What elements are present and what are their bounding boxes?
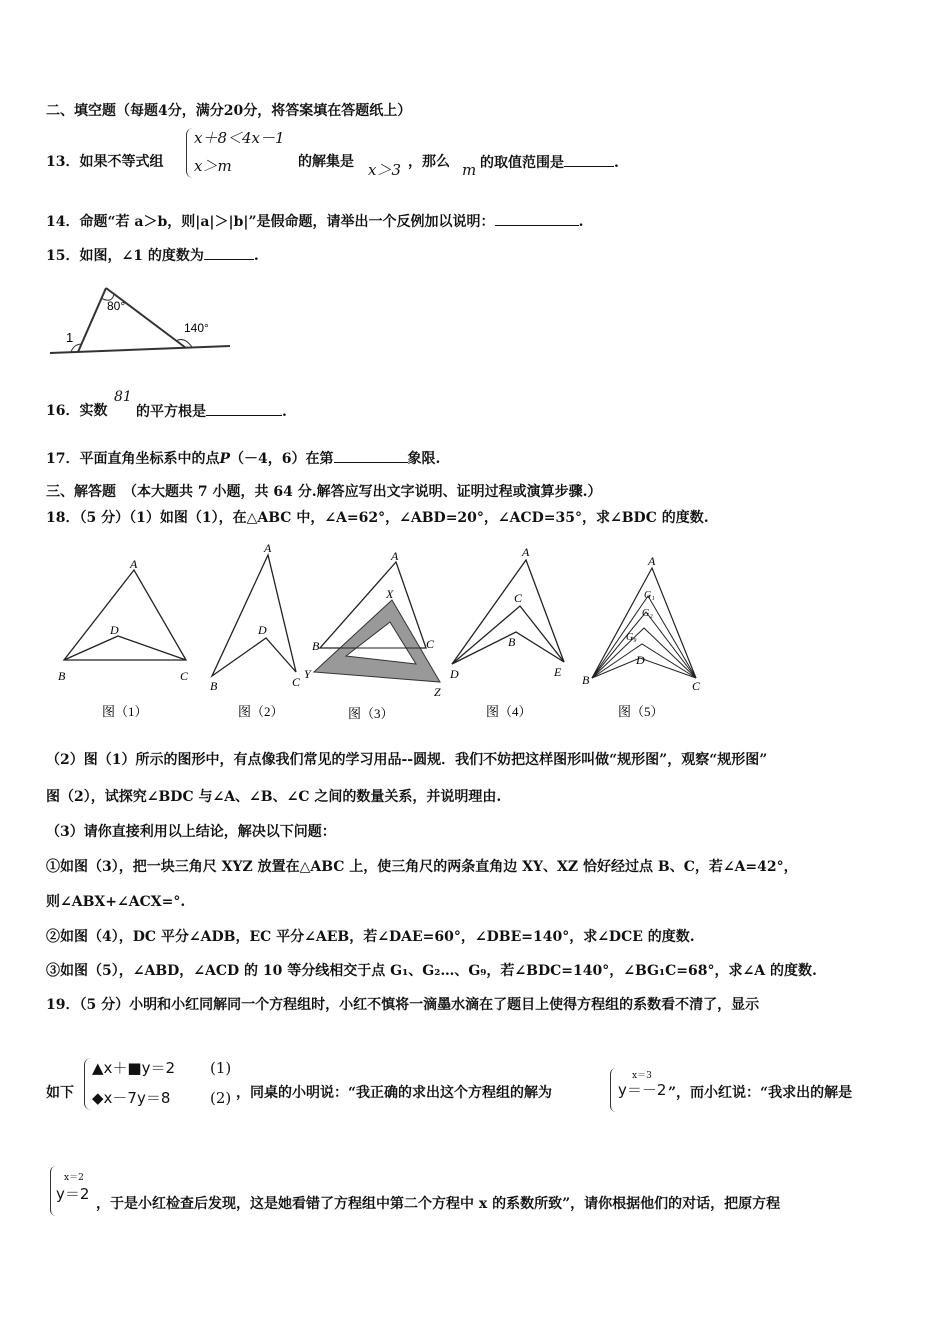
q15: 15．如图，∠1 的度数为 . [46, 245, 259, 266]
q13-ineq1: x＋8＜4x－1 [194, 129, 285, 147]
svg-text:G₉: G₉ [626, 632, 637, 643]
figure-4 [449, 545, 564, 681]
q13-number: 13．如果不等式组 [46, 154, 164, 170]
q13-text3: 的取值范围是 . [480, 152, 619, 173]
q18-case1b: 则∠ABX+∠ACX=°. [46, 894, 186, 910]
q16-post: 的平方根是 . [136, 401, 287, 422]
svg-text:C: C [180, 669, 189, 683]
svg-text:E: E [554, 665, 562, 679]
svg-text:X: X [386, 587, 394, 601]
q19-pre: 如下 [46, 1085, 74, 1101]
brace [610, 1068, 616, 1112]
svg-text:C: C [514, 591, 523, 605]
svg-text:C: C [692, 679, 701, 693]
svg-text:A: A [264, 541, 272, 555]
q19-mid: ，同桌的小明说：“我正确的求出这个方程组的解为 [236, 1085, 553, 1101]
q18-part2b: 图（2），试探究∠BDC 与∠A、∠B、∠C 之间的数量关系，并说明理由. [46, 789, 502, 805]
sol1-x: x＝3 [632, 1071, 652, 1081]
angle-140-label: 140° [184, 321, 209, 335]
caption-4: 图（4） [486, 704, 532, 719]
svg-text:D: D [258, 623, 267, 637]
q19-tag2: (2) [210, 1089, 232, 1107]
q13-var: m [462, 161, 477, 179]
figure-15 [46, 276, 246, 366]
section-title-3: 三、解答题 （本大题共 7 小题，共 64 分.解答应写出文字说明、证明过程或演算步骤.） [46, 484, 602, 500]
figure-3 [304, 549, 441, 699]
caption-5: 图（5） [618, 704, 664, 719]
q19-eq2: ◆x－7y＝8 [92, 1089, 171, 1107]
q19-mid2: ”，而小红说：“我求出的解是 [668, 1085, 853, 1101]
svg-text:D: D [110, 623, 119, 637]
svg-text:A: A [391, 549, 399, 563]
svg-text:A: A [648, 554, 656, 568]
angle-1-label: 1 [66, 330, 74, 345]
angle-80-label: 80° [107, 299, 126, 313]
q19-line1: 19．（5 分）小明和小红同解同一个方程组时，小红不慎将一滴墨水滴在了题目上使得方程组的系数看不清了，显示 [46, 997, 760, 1013]
q16-pre: 16．实数 [46, 403, 108, 419]
brace [186, 128, 193, 178]
q18-case1a: ①如图（3），把一块三角尺 XYZ 放置在△ABC 上，使三角尺的两条直角边 XY、XZ 恰好经过点 B、C，若∠A=42°， [46, 859, 798, 875]
q13-text2: ，那么 [408, 154, 450, 170]
figures-row [46, 540, 726, 730]
q13-text: 的解集是 [298, 154, 354, 170]
svg-text:D: D [636, 653, 645, 667]
svg-text:G₂: G₂ [642, 608, 653, 619]
q19-tag1: (1) [210, 1059, 232, 1077]
sol1-y: y＝－2 [618, 1081, 667, 1099]
svg-text:D: D [450, 667, 459, 681]
q18-case2: ②如图（4），DC 平分∠ADB，EC 平分∠AEB，若∠DAE=60°，∠DBE=140°，求∠DCE 的度数. [46, 929, 695, 945]
q16-number: 81 [114, 389, 132, 405]
svg-text:B: B [58, 669, 66, 683]
caption-1: 图（1） [102, 704, 148, 719]
q18-line1: 18．（5 分）（1）如图（1），在△ABC 中，∠A=62°，∠ABD=20°，∠ACD=35°，求∠BDC 的度数. [46, 510, 709, 526]
q17: 17．平面直角坐标系中的点P（－4，6）在第 象限. [46, 448, 440, 469]
q18-case3: ③如图（5），∠ABD，∠ACD 的 10 等分线相交于点 G₁、G₂…、G₉，若∠BDC=140°，∠BG₁C=68°，求∠A 的度数. [46, 963, 817, 979]
section-title: 二、填空题（每题4分，满分20分，将答案填在答题纸上） [46, 103, 412, 119]
caption-2: 图（2） [238, 704, 284, 719]
sol2-y: y＝2 [56, 1185, 90, 1203]
figure-2 [210, 541, 301, 693]
q18-part2a: （2）图（1）所示的图形中，有点像我们常见的学习用品--圆规．我们不妨把这样图形叫做“规形图”，观察“规形图” [46, 752, 768, 768]
svg-text:A: A [522, 545, 530, 559]
svg-text:C: C [426, 637, 435, 651]
q13-solution: x＞3 [368, 161, 402, 179]
svg-text:B: B [582, 673, 590, 687]
q19-end: ，于是小红检查后发现，这是她看错了方程组中第二个方程中 x 的系数所致”，请你根据他们的对话，把原方程 [96, 1196, 781, 1212]
svg-text:C: C [292, 675, 301, 689]
svg-text:B: B [312, 639, 320, 653]
figure-1 [58, 557, 189, 683]
q19-eq1: ▲x＋■y＝2 [92, 1059, 176, 1077]
brace [84, 1058, 91, 1110]
q14: 14．命题“若 a＞b，则|a|＞|b|”是假命题，请举出一个反例加以说明： . [46, 211, 583, 232]
svg-text:Z: Z [434, 685, 441, 699]
q18-part3: （3）请你直接利用以上结论，解决以下问题： [46, 824, 336, 840]
sol2-x: x＝2 [64, 1173, 84, 1183]
svg-text:G₁: G₁ [644, 590, 655, 601]
svg-text:B: B [210, 679, 218, 693]
q13-ineq2: x＞m [194, 157, 232, 175]
svg-text:B: B [508, 635, 516, 649]
svg-text:Y: Y [304, 667, 311, 681]
svg-text:A: A [130, 557, 138, 571]
caption-3: 图（3） [348, 706, 394, 721]
figure-5 [582, 554, 701, 693]
